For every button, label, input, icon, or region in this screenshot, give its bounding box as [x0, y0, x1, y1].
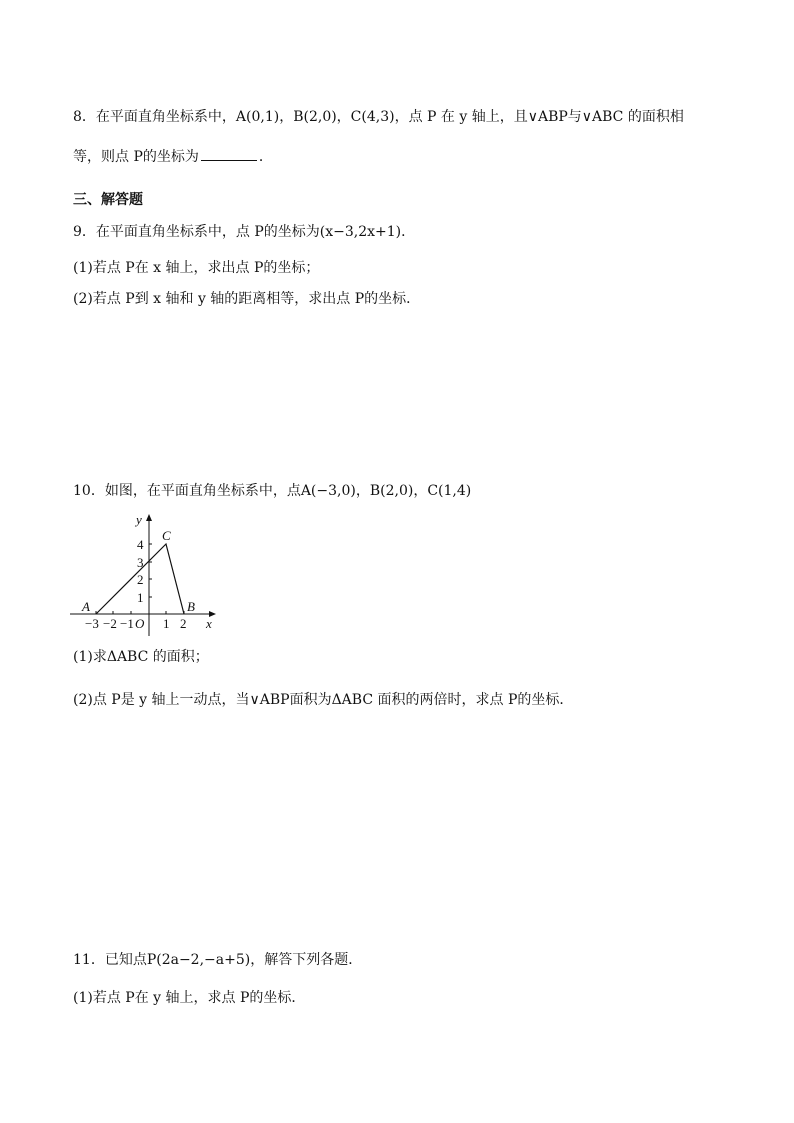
q9-stem: 9．在平面直角坐标系中，点 P的坐标为(x−3,2x+1)．: [73, 224, 416, 240]
origin-label: O: [135, 616, 145, 631]
y-tick-label: 3: [137, 555, 144, 570]
x-tick-label: 1: [163, 616, 170, 631]
x-tick-label: 2: [180, 616, 187, 631]
q10-stem: 10．如图，在平面直角坐标系中，点A(−3,0)，B(2,0)，C(1,4): [73, 483, 472, 499]
q9-part2: (2)若点 P到 x 轴和 y 轴的距离相等，求出点 P的坐标．: [73, 291, 421, 307]
q11-stem: 11．已知点P(2a−2,−a+5)，解答下列各题．: [73, 952, 363, 968]
q10-part1: (1)求ΔABC 的面积；: [73, 649, 209, 665]
x-tick-label: −1: [120, 616, 134, 631]
point-b-label: B: [187, 599, 195, 614]
section-title: 三、解答题: [73, 192, 143, 208]
x-axis-label: x: [206, 616, 212, 631]
y-tick-label: 2: [137, 572, 144, 587]
y-tick-label: 4: [137, 537, 144, 552]
y-tick-label: 1: [137, 590, 144, 605]
q11-part1: (1)若点 P在 y 轴上，求点 P的坐标．: [73, 990, 306, 1006]
q8-line2: [73, 146, 273, 167]
y-axis-label: y: [136, 512, 142, 527]
q8-line2-prefix: 等，则点 P的坐标为: [73, 149, 199, 165]
coordinate-figure: [70, 508, 230, 638]
q8-line1: 8．在平面直角坐标系中，A(0,1)，B(2,0)，C(4,3)，点 P 在 y 轴上，且∨ABP与∨ABC 的面积相: [73, 109, 684, 125]
answer-blank: [201, 146, 257, 161]
x-tick-label: −3: [85, 616, 99, 631]
q9-part1: (1)若点 P在 x 轴上，求出点 P的坐标；: [73, 260, 320, 276]
q10-part2: (2)点 P是 y 轴上一动点，当∨ABP面积为ΔABC 面积的两倍时，求点 P的坐标．: [73, 692, 574, 708]
point-a-label: A: [82, 599, 90, 614]
point-c-label: C: [162, 528, 171, 543]
q8-line2-suffix: ．: [258, 149, 273, 165]
x-tick-label: −2: [103, 616, 117, 631]
y-axis-arrow: [146, 514, 152, 521]
